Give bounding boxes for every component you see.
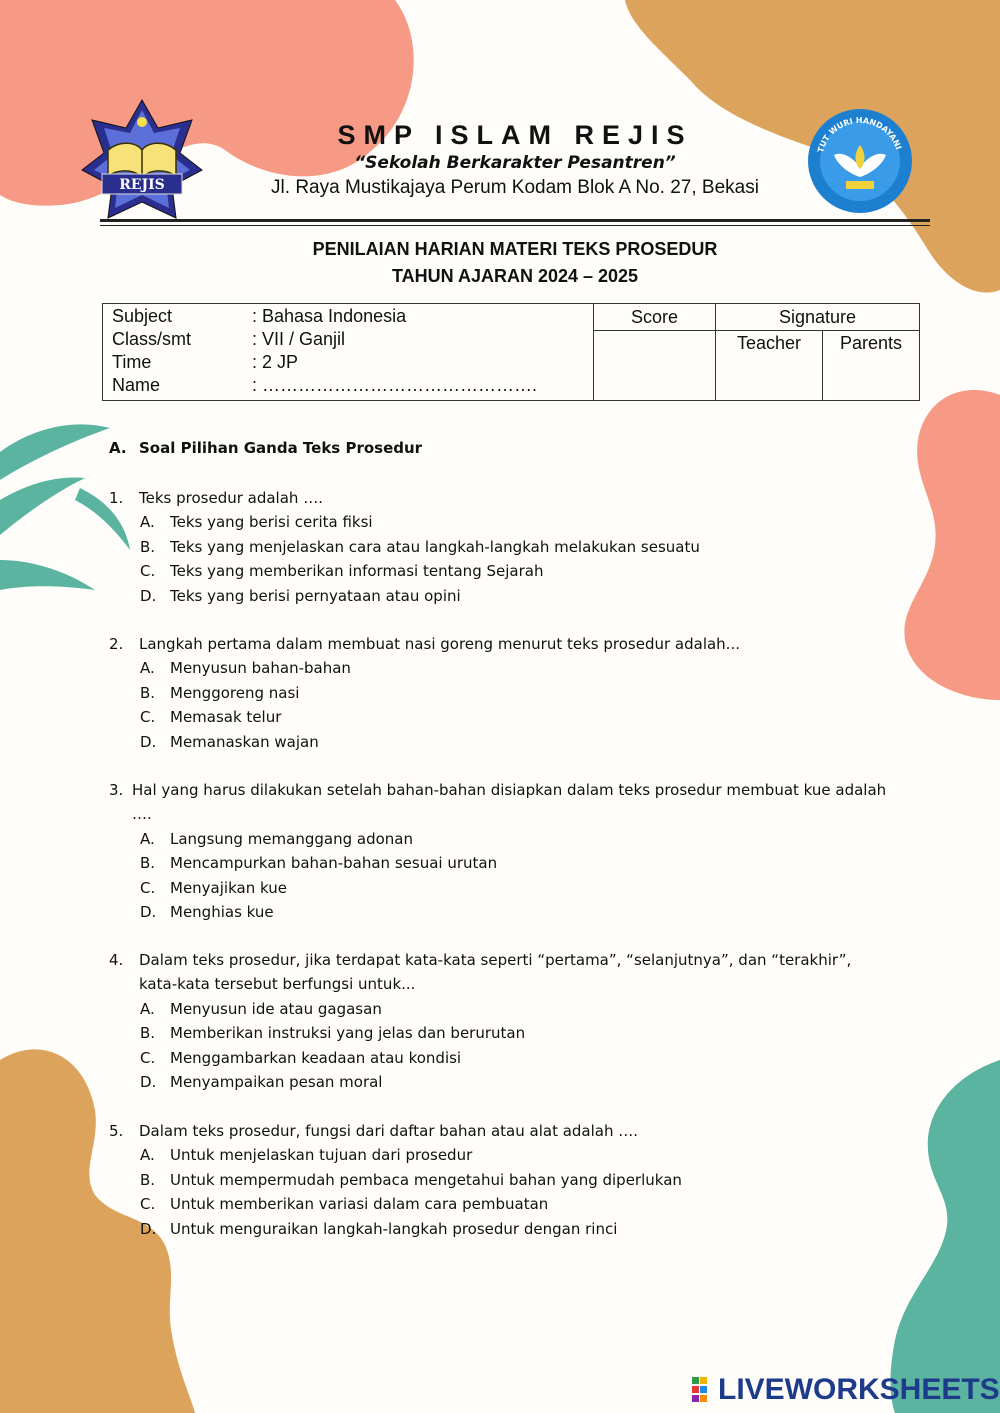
time-label: Time: [112, 352, 152, 372]
school-logo: [80, 98, 204, 222]
school-motto: “Sekolah Berkarakter Pesantren”: [354, 153, 676, 173]
option-text: Menyampaikan pesan moral: [170, 1073, 383, 1092]
parents-label: Parents: [839, 333, 903, 353]
salmon-blob-top-left: [0, 0, 414, 206]
option-letter: C.: [140, 1048, 156, 1067]
option-text: Untuk menguraikan langkah-langkah prosedur dengan rinci: [170, 1219, 618, 1238]
school-logo-text: REJIS: [119, 177, 165, 193]
teal-leaf-1: [0, 424, 110, 480]
option-b[interactable]: [109, 681, 899, 705]
option-letter: A.: [140, 513, 155, 532]
option-text: Mencampurkan bahan-bahan sesuai urutan: [170, 854, 498, 873]
option-text: Menggoreng nasi: [170, 683, 300, 702]
name-row: [103, 374, 593, 397]
option-letter: A.: [140, 1146, 155, 1165]
exam-year: TAHUN AJARAN 2024 – 2025: [391, 266, 639, 286]
option-b[interactable]: [109, 851, 889, 875]
option-c[interactable]: [109, 559, 899, 583]
tut-wuri-handayani-emblem: [806, 107, 914, 215]
subject-row: [103, 305, 593, 328]
option-letter: D.: [140, 586, 157, 605]
option-text: Untuk mempermudah pembaca mengetahui bahan yang diperlukan: [170, 1170, 682, 1189]
question-2: [109, 632, 899, 754]
time-value: : 2 JP: [252, 352, 299, 372]
option-letter: A.: [140, 829, 155, 848]
score-header: Score: [594, 304, 716, 331]
question-text: Teks prosedur adalah ….: [139, 489, 323, 507]
exam-title: PENILAIAN HARIAN MATERI TEKS PROSEDUR: [312, 239, 718, 259]
question-number: 2.: [109, 635, 124, 653]
class-label: Class/smt: [112, 329, 192, 349]
option-letter: B.: [140, 683, 156, 702]
option-letter: C.: [140, 562, 156, 581]
option-text: Untuk menjelaskan tujuan dari prosedur: [170, 1146, 473, 1165]
option-b[interactable]: [109, 535, 899, 559]
student-info-table: [102, 303, 920, 401]
question-number: 3.: [109, 781, 124, 799]
subject-label: Subject: [112, 306, 173, 326]
option-a[interactable]: [109, 1143, 899, 1167]
teal-leaf-4: [0, 560, 95, 590]
header-rule-thick: [100, 219, 930, 222]
subject-value: : Bahasa Indonesia: [252, 306, 407, 326]
question-text: Hal yang harus dilakukan setelah bahan-bahan disiapkan dalam teks prosedur membuat kue adalah ….: [132, 781, 887, 824]
option-d[interactable]: [109, 1217, 899, 1241]
option-text: Teks yang berisi cerita fiksi: [170, 513, 373, 532]
option-a[interactable]: [109, 510, 899, 534]
option-text: Memasak telur: [170, 708, 282, 727]
question-4: [109, 948, 894, 1094]
teal-leaf-2: [0, 477, 85, 535]
salmon-leaf-right: [904, 390, 1000, 700]
question-3: [109, 778, 889, 924]
question-1: [109, 486, 899, 608]
signature-header: Signature: [716, 304, 920, 331]
option-text: Untuk memberikan variasi dalam cara pembuatan: [170, 1195, 549, 1214]
name-value[interactable]: : ……………………………………….: [252, 375, 538, 395]
question-number: 5.: [109, 1122, 124, 1140]
option-c[interactable]: [109, 876, 889, 900]
question-text: Dalam teks prosedur, fungsi dari daftar bahan atau alat adalah ….: [139, 1122, 639, 1140]
section-letter: A.: [109, 439, 127, 457]
option-text: Menyusun bahan-bahan: [170, 659, 351, 678]
class-row: [103, 328, 593, 351]
option-text: Teks yang menjelaskan cara atau langkah-langkah melakukan sesuatu: [170, 537, 700, 556]
option-letter: A.: [140, 999, 155, 1018]
option-letter: B.: [140, 537, 156, 556]
option-text: Memanaskan wajan: [170, 732, 319, 751]
option-letter: D.: [140, 1073, 157, 1092]
emblem-text: TUT WURI HANDAYANI: [816, 115, 904, 154]
score-box[interactable]: [594, 331, 716, 401]
option-letter: A.: [140, 659, 155, 678]
option-d[interactable]: [109, 900, 889, 924]
question-number: 4.: [109, 951, 124, 969]
question-5: [109, 1119, 899, 1241]
liveworksheets-brand[interactable]: [692, 1374, 1000, 1406]
question-text: Langkah pertama dalam membuat nasi goreng menurut teks prosedur adalah...: [139, 635, 740, 653]
parents-signature-box[interactable]: [823, 331, 920, 401]
option-b[interactable]: [109, 1168, 899, 1192]
liveworksheets-wordmark: LIVEWORKSHEETS: [718, 1373, 1000, 1406]
option-letter: D.: [140, 732, 157, 751]
option-text: Menghias kue: [170, 903, 274, 922]
student-details-cell: [103, 304, 594, 401]
option-text: Menyusun ide atau gagasan: [170, 999, 382, 1018]
school-address: Jl. Raya Mustikajaya Perum Kodam Blok A No. 27, Bekasi: [271, 177, 759, 198]
option-d[interactable]: [109, 730, 899, 754]
section-title: Soal Pilihan Ganda Teks Prosedur: [139, 439, 423, 457]
option-a[interactable]: [109, 997, 894, 1021]
option-a[interactable]: [109, 827, 889, 851]
question-number: 1.: [109, 489, 124, 507]
option-d[interactable]: [109, 584, 899, 608]
option-text: Teks yang memberikan informasi tentang Sejarah: [170, 562, 544, 581]
header-rule-thin: [100, 225, 930, 226]
option-text: Memberikan instruksi yang jelas dan berurutan: [170, 1024, 526, 1043]
option-c[interactable]: [109, 1046, 894, 1070]
option-letter: B.: [140, 1024, 156, 1043]
option-c[interactable]: [109, 1192, 899, 1216]
option-c[interactable]: [109, 705, 899, 729]
liveworksheets-logo-icon: [692, 1377, 716, 1403]
option-text: Menggambarkan keadaan atau kondisi: [170, 1048, 462, 1067]
option-letter: C.: [140, 708, 156, 727]
school-name: SMP ISLAM REJIS: [337, 120, 693, 150]
option-text: Teks yang berisi pernyataan atau opini: [170, 586, 461, 605]
class-value: : VII / Ganjil: [252, 329, 346, 349]
teacher-signature-box[interactable]: [716, 331, 823, 401]
option-letter: C.: [140, 1195, 156, 1214]
option-a[interactable]: [109, 656, 899, 680]
name-label: Name: [112, 375, 161, 395]
option-text: Langsung memanggang adonan: [170, 829, 413, 848]
section-heading: [109, 439, 422, 457]
option-letter: C.: [140, 878, 156, 897]
option-d[interactable]: [109, 1070, 894, 1094]
question-text: Dalam teks prosedur, jika terdapat kata-kata seperti “pertama”, “selanjutnya”, dan “terakhir”, kata-kata tersebut berfungsi untuk...: [139, 951, 852, 994]
option-b[interactable]: [109, 1021, 894, 1045]
option-letter: B.: [140, 1170, 156, 1189]
time-row: [103, 351, 593, 374]
option-letter: B.: [140, 854, 156, 873]
option-text: Menyajikan kue: [170, 878, 287, 897]
option-letter: D.: [140, 903, 157, 922]
option-letter: D.: [140, 1219, 157, 1238]
teal-blob-bottom-right: [890, 1060, 1000, 1413]
teacher-label: Teacher: [736, 333, 802, 353]
